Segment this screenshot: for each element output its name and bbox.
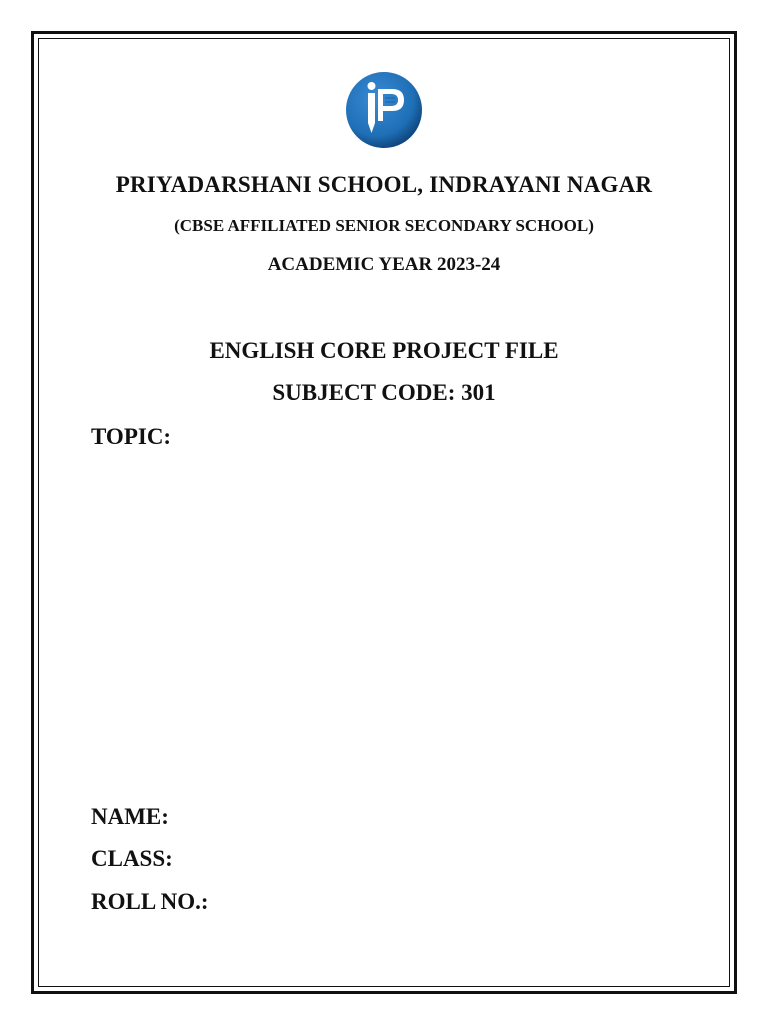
name-label: NAME:	[91, 804, 169, 829]
school-name: PRIYADARSHANI SCHOOL, INDRAYANI NAGAR	[115, 172, 653, 197]
subject-code: SUBJECT CODE: 301	[272, 380, 496, 405]
school-logo-pen-icon	[345, 71, 423, 149]
roll-number-label: ROLL NO.:	[91, 889, 209, 914]
academic-year: ACADEMIC YEAR 2023-24	[267, 254, 501, 275]
school-affiliation: (CBSE AFFILIATED SENIOR SECONDARY SCHOOL)	[174, 216, 594, 235]
project-title: ENGLISH CORE PROJECT FILE	[209, 338, 559, 363]
topic-label: TOPIC:	[91, 424, 172, 449]
class-label: CLASS:	[91, 846, 173, 871]
